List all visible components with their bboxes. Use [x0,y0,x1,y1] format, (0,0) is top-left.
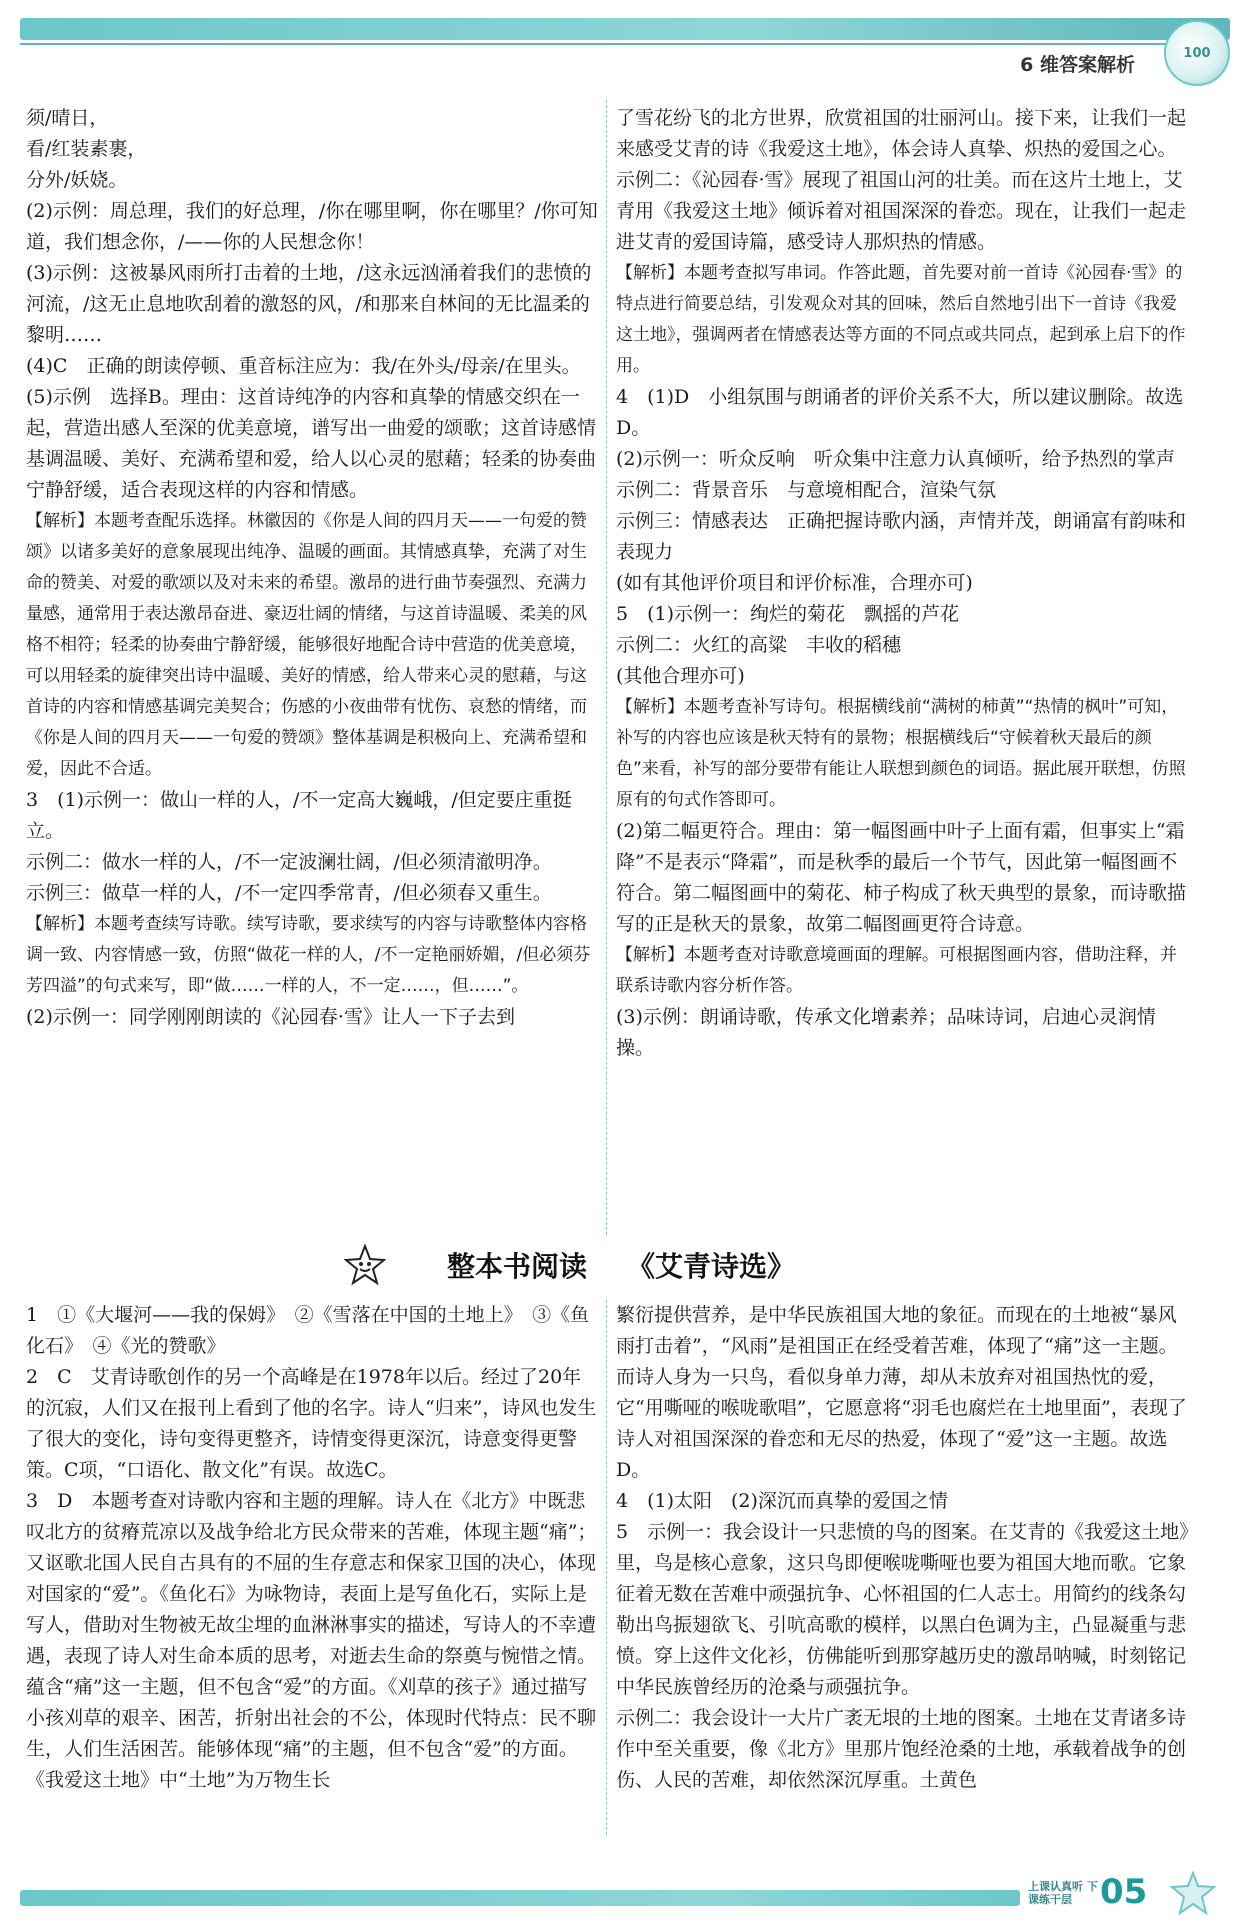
answer-paragraph: (其他合理亦可) [616,665,745,687]
right-column [616,103,1190,1064]
answer-paragraph: (2)示例：周总理，我们的好总理，/你在哪里啊，你在哪里？/你可知道，我们想念你，/——你的人民想念你！ [26,200,598,253]
right-column-lower [616,1300,1190,1796]
answer-paragraph: 示例二：做水一样的人，/不一定波澜壮阔，/但必须清澈明净。 [26,851,552,873]
section-title: 整本书阅读 [446,1250,587,1283]
column-divider [606,100,607,1235]
analysis-paragraph: 【解析】本题考查续写诗歌。续写诗歌，要求续写的内容与诗歌整体内容格调一致、内容情感一致，仿照“做花一样的人，/不一定艳丽娇媚，/但必须芬芳四溢”的句式来写，即“做……一样的人，不一定……，但……”。 [26,914,591,996]
answer-paragraph: (2)第二幅更符合。理由：第一幅图画中叶子上面有霜，但事实上“霜降”不是表示“降霜”，而是秋季的最后一个节气，因此第一幅图画不符合。第二幅图画中的菊花、柿子构成了秋天典型的景象，而诗歌描写的正是秋天的景象，故第二幅图画更符合诗意。 [616,820,1187,935]
left-column [26,103,598,1033]
analysis-paragraph: 【解析】本题考查拟写串词。作答此题，首先要对前一首诗《沁园春·雪》的特点进行简要总结，引发观众对其的回味，然后自然地引出下一首诗《我爱这土地》，强调两者在情感表达等方面的不同点或共同点，起到承上启下的作用。 [616,263,1186,376]
answer-paragraph: 5 示例一：我会设计一只悲愤的鸟的图案。在艾青的《我爱这土地》里，鸟是核心意象，这只鸟即便喉咙嘶哑也要为祖国大地而歌。它象征着无数在苦难中顽强抗争、心怀祖国的仁人志士。用简约的线条勾勒出鸟振翅欲飞、引吭高歌的模样，以黑白色调为主，凸显凝重与悲愤。穿上这件文化衫，仿佛能听到那穿越历史的激昂呐喊，时刻铭记中华民族曾经历的沧桑与顽强抗争。 [616,1521,1189,1698]
bottom-banner-bar [20,1890,1020,1906]
answer-paragraph: 2 C 艾青诗歌创作的另一个高峰是在1978年以后。经过了20年的沉寂，人们又在报刊上看到了他的名字。诗人“归来”，诗风也发生了很大的变化，诗句变得更整齐，诗情变得更深沉，诗意变得更警策。C项，“口语化、散文化”有误。故选C。 [26,1366,597,1481]
answer-paragraph: 3 (1)示例一：做山一样的人，/不一定高大巍峨，/但定要庄重挺立。 [26,789,572,842]
column-divider-lower [606,1300,607,1835]
answer-paragraph: (4)C 正确的朗读停顿、重音标注应为：我/在外头/母亲/在里头。 [26,355,581,377]
answer-paragraph: 3 D 本题考查对诗歌内容和主题的理解。诗人在《北方》中既悲叹北方的贫瘠荒凉以及战争给北方民众带来的苦难，体现主题“痛”；又讴歌北国人民自古具有的不屈的生存意志和保家卫国的决心，体现对国家的“爱”。《鱼化石》为咏物诗，表面上是写鱼化石，实际上是写人，借助对生物被无故尘埋的血淋淋事实的描述，写诗人的不幸遭遇，表现了诗人对生命本质的思考，对逝去生命的祭奠与惋惜之情。蕴含“痛”这一主题，但不包含“爱”的方面。《刈草的孩子》通过描写小孩刈草的艰辛、困苦，折射出社会的不公，体现时代特点：民不聊生，人们生活困苦。能够体现“痛”的主题，但不包含“爱”的方面。《我爱这土地》中“土地”为万物生长 [26,1490,597,1791]
answer-paragraph: 示例三：做草一样的人，/不一定四季常青，/但必须春又重生。 [26,882,552,904]
answer-paragraph: 了雪花纷飞的北方世界，欣赏祖国的壮丽河山。接下来，让我们一起来感受艾青的诗《我爱这土地》，体会诗人真挚、炽热的爱国之心。 [616,107,1187,160]
answer-paragraph: 4 (1)太阳 (2)深沉而真挚的爱国之情 [616,1490,948,1512]
top-banner-line [20,43,1220,45]
section-heading [26,1240,1216,1290]
answer-paragraph: 1 ①《大堰河——我的保姆》 ②《雪落在中国的土地上》 ③《鱼化石》 ④《光的赞歌》 [26,1304,590,1357]
answer-line: 须/晴日， [26,107,109,129]
answer-paragraph: 示例二：背景音乐 与意境相配合，渲染气氛 [616,479,997,501]
footer-slogan: 上课认真听 下课练干层 [1028,1880,1098,1906]
answer-paragraph: (如有其他评价项目和评价标准，合理亦可) [616,572,973,594]
answer-paragraph: (3)示例：朗诵诗歌，传承文化增素养；品味诗词，启迪心灵润情操。 [616,1006,1156,1059]
left-column-lower [26,1300,598,1796]
logo-label: 100 [1183,45,1211,61]
answer-line: 分外/妖娆。 [26,169,128,191]
page-number: 05 [1100,1872,1148,1912]
footer-mascot-icon [1168,1870,1218,1916]
answer-paragraph: 5 (1)示例一：绚烂的菊花 飘摇的芦花 [616,603,960,625]
answer-paragraph: 4 (1)D 小组氛围与朗诵者的评价关系不大，所以建议删除。故选D。 [616,386,1184,439]
answer-paragraph: 示例二：我会设计一大片广袤无垠的土地的图案。土地在艾青诸多诗作中至关重要，像《北方》里那片饱经沧桑的土地，承载着战争的创伤、人民的苦难，却依然深沉厚重。土黄色 [616,1707,1187,1791]
top-banner-bar [20,18,1230,40]
answer-paragraph: 示例二：《沁园春·雪》展现了祖国山河的壮美。而在这片土地上，艾青用《我爱这土地》倾诉着对祖国深深的眷恋。现在，让我们一起走进艾青的爱国诗篇，感受诗人那炽热的情感。 [616,169,1187,253]
answer-paragraph: (2)示例一：听众反响 听众集中注意力认真倾听，给予热烈的掌声 [616,448,1175,470]
answer-paragraph: (3)示例：这被暴风雨所打击着的土地，/这永远汹涌着我们的悲愤的河流，/这无止息地吹刮着的激怒的风，/和那来自林间的无比温柔的黎明…… [26,262,592,346]
answer-paragraph: 繁衍提供营养，是中华民族祖国大地的象征。而现在的土地被“暴风雨打击着”，“风雨”是祖国正在经受着苦难，体现了“痛”这一主题。而诗人身为一只鸟，看似身单力薄，却从未放弃对祖国热忱的爱，它“用嘶哑的喉咙歌唱”，它愿意将“羽毛也腐烂在土地里面”，表现了诗人对祖国深深的眷恋和无尽的热爱，体现了“爱”这一主题。故选D。 [616,1304,1187,1481]
analysis-paragraph: 【解析】本题考查配乐选择。林徽因的《你是人间的四月天——一句爱的赞颂》以诸多美好的意象展现出纯净、温暖的画面。其情感真挚，充满了对生命的赞美、对爱的歌颂以及对未来的希望。激昂的进行曲节奏强烈、充满力量感，通常用于表达激昂奋进、豪迈壮阔的情绪，与这首诗温暖、柔美的风格不相符；轻柔的协奏曲宁静舒缓，能够很好地配合诗中营造的优美意境，可以用轻柔的旋律突出诗中温暖、美好的情感，给人带来心灵的慰藉，与这首诗的内容和情感基调完美契合；伤感的小夜曲带有忧伤、哀愁的情绪，而《你是人间的四月天——一句爱的赞颂》整体基调是积极向上、充满希望和爱，因此不合适。 [26,511,587,779]
answer-paragraph: (2)示例一：同学刚刚朗读的《沁园春·雪》让人一下子去到 [26,1006,515,1028]
mascot-logo-icon [1164,20,1230,86]
answer-paragraph: 示例三：情感表达 正确把握诗歌内涵，声情并茂，朗诵富有韵味和表现力 [616,510,1187,563]
answer-line: 看/红装素裹， [26,138,147,160]
answer-paragraph: 示例二：火红的高粱 丰收的稻穗 [616,634,902,656]
analysis-paragraph: 【解析】本题考查补写诗句。根据横线前“满树的柿黄”“热情的枫叶”可知，补写的内容也应该是秋天特有的景物；根据横线后“守候着秋天最后的颜色”来看，补写的部分要带有能让人联想到颜色的词语。据此展开联想，仿照原有的句式作答即可。 [616,697,1186,810]
answer-paragraph: (5)示例 选择B。理由：这首诗纯净的内容和真挚的情感交织在一起，营造出感人至深的优美意境，谱写出一曲爱的颂歌；这首诗感情基调温暖、美好、充满希望和爱，给人以心灵的慰藉；轻柔的协奏曲宁静舒缓，适合表现这样的内容和情感。 [26,386,597,501]
analysis-paragraph: 【解析】本题考查对诗歌意境画面的理解。可根据图画内容，借助注释，并联系诗歌内容分析作答。 [616,945,1177,996]
section-book-title: 《艾青诗选》 [627,1250,796,1283]
page-header-title: 6 维答案解析 [1020,54,1135,76]
